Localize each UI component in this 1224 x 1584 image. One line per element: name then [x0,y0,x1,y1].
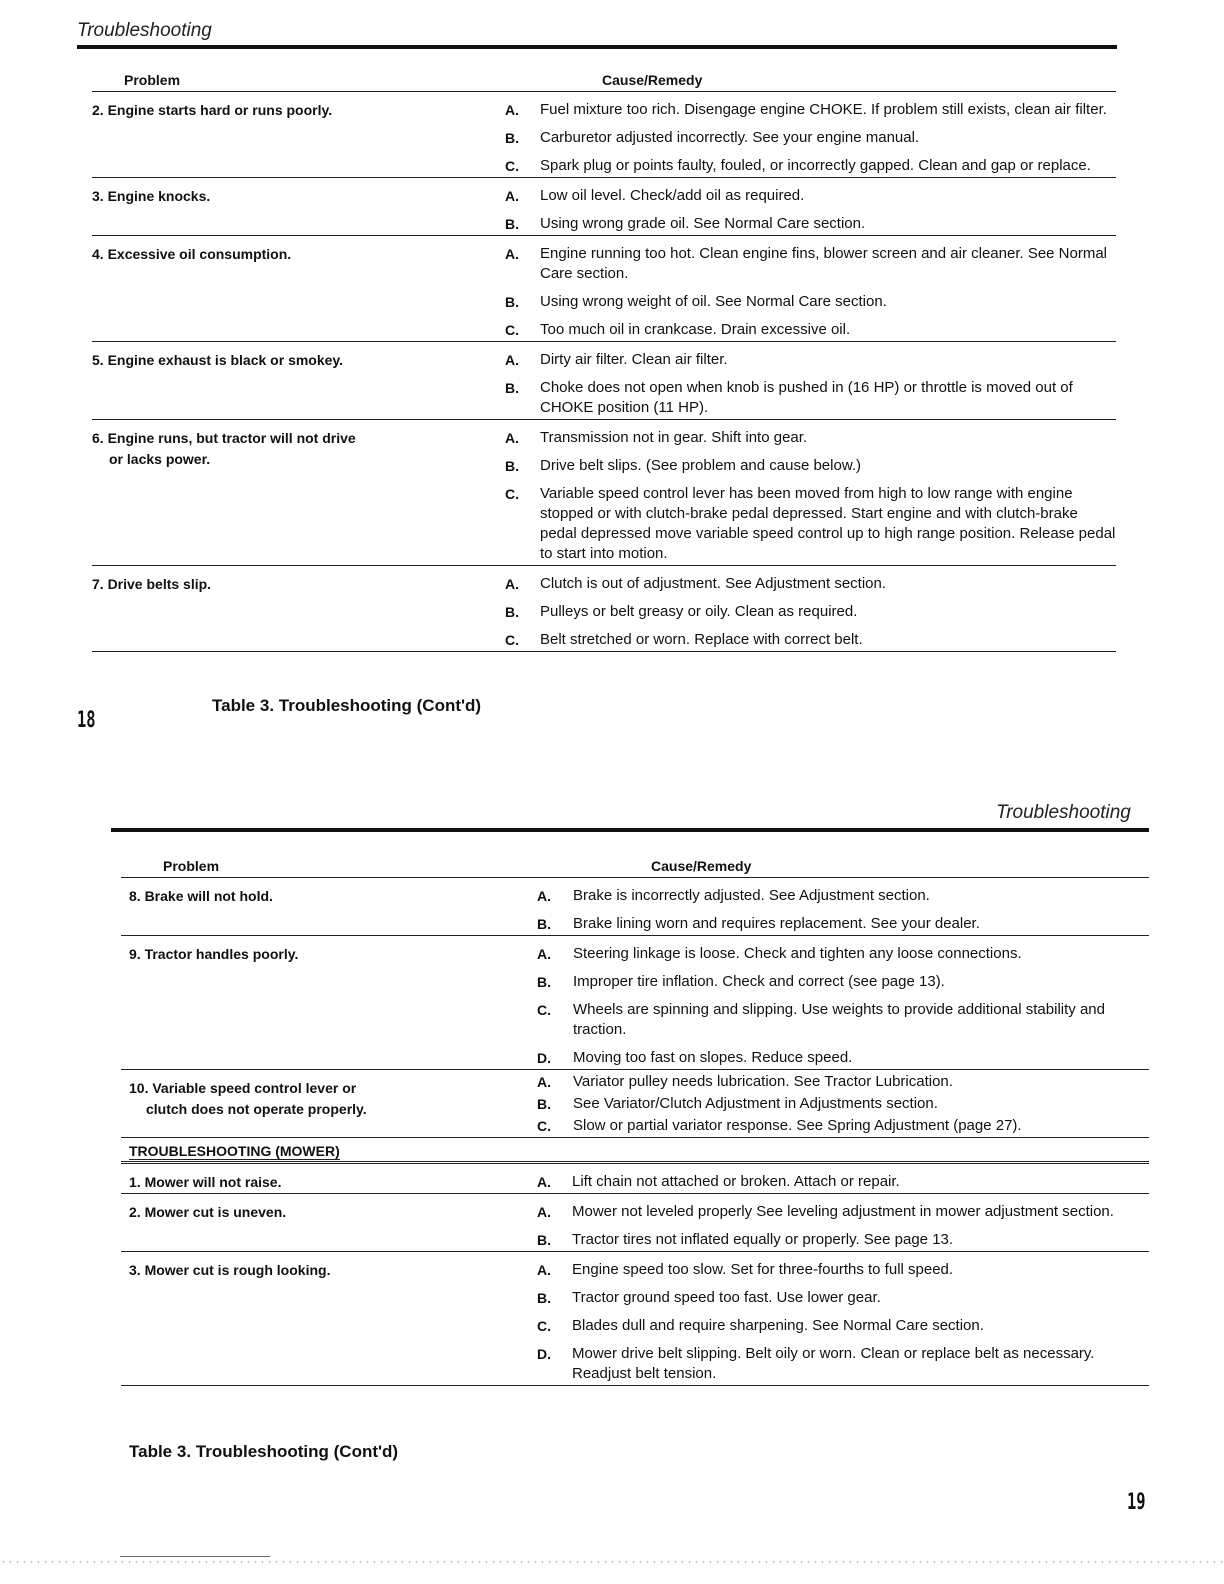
cause-item [121,878,1149,906]
cause-text: Slow or partial variator response. See Spring Adjustment (page 27). [573,1117,1022,1134]
cause-item [92,236,1116,284]
cause-letter: A. [537,1174,551,1190]
page19-troubleshooting-table [121,856,1149,1386]
header-cause-remedy: Cause/Remedy [602,72,703,88]
header-problem: Problem [124,72,181,88]
problem-text: 10. Variable speed control lever or [129,1080,357,1096]
page19-page-number: 19 [1127,1490,1146,1515]
problem-row [121,1194,1149,1252]
cause-text: Engine running too hot. Clean engine fins, blower screen and air cleaner. See Normal Care section. [540,245,1108,282]
cause-letter: B. [505,216,519,232]
mower-section-title: TROUBLESHOOTING (MOWER) [129,1143,340,1159]
cause-text: Variable speed control lever has been moved from high to low range with engine stopped or with clutch-brake pedal depressed. Start engine and with clutch-brake pedal depressed move variable speed control up to high range position. Release pedal to start into motion. [540,485,1116,562]
cause-item [121,1252,1149,1280]
cause-item [121,936,1149,964]
cause-letter: C. [537,1118,551,1134]
page19-top-rule [111,828,1149,832]
cause-text: Carburetor adjusted incorrectly. See your engine manual. [540,129,920,146]
problem-row [121,1252,1149,1386]
cause-letter: A. [505,352,519,368]
cause-letter: C. [505,158,519,174]
cause-letter: B. [505,294,519,310]
cause-item [92,206,1116,234]
cause-text: Choke does not open when knob is pushed in (16 HP) or throttle is moved out of CHOKE position (11 HP). [540,379,1073,416]
mower-section-header [121,1138,1149,1164]
cause-text: Fuel mixture too rich. Disengage engine CHOKE. If problem still exists, clean air filter. [540,101,1107,118]
problem-row [92,566,1116,652]
problem-row [92,92,1116,178]
cause-text: Brake lining worn and requires replacement. See your dealer. [573,915,980,932]
cause-item [92,178,1116,206]
problem-text: 7. Drive belts slip. [92,576,212,592]
cause-item [92,420,1116,448]
cause-letter: A. [505,188,519,204]
cause-letter: B. [537,916,551,932]
cause-item [121,964,1149,992]
cause-letter: A. [537,1074,551,1090]
problem-text: 6. Engine runs, but tractor will not drive [92,430,356,446]
table-body [92,92,1116,652]
cause-item [92,622,1116,650]
cause-item [121,1114,1149,1136]
problem-row [121,936,1149,1070]
cause-text: Mower not leveled properly See leveling adjustment in mower adjustment section. [572,1203,1114,1220]
cause-text: Drive belt slips. (See problem and cause below.) [540,457,861,474]
cause-text: Using wrong weight of oil. See Normal Care section. [540,293,887,310]
cause-text: Tractor tires not inflated equally or properly. See page 13. [572,1231,954,1248]
cause-text: Using wrong grade oil. See Normal Care section. [540,215,866,232]
problem-row [92,342,1116,420]
cause-item [92,370,1116,418]
cause-item [121,992,1149,1040]
cause-text: Tractor ground speed too fast. Use lower gear. [572,1289,881,1306]
cause-item [121,1194,1149,1222]
cause-item [121,1164,1149,1192]
page19-section-title: Troubleshooting [996,802,1131,823]
cause-text: Variator pulley needs lubrication. See Tractor Lubrication. [573,1073,953,1090]
cause-text: Brake is incorrectly adjusted. See Adjustment section. [573,887,930,904]
problem-row [121,1164,1149,1194]
header-cause-remedy: Cause/Remedy [651,858,752,874]
problem-row [121,1070,1149,1138]
cause-item [92,342,1116,370]
cause-letter: B. [537,974,551,990]
cause-item [92,566,1116,594]
cause-letter: A. [537,888,551,904]
cause-item [121,1092,1149,1114]
cause-item [121,1222,1149,1250]
problem-row [92,420,1116,566]
problem-text: 2. Engine starts hard or runs poorly. [92,102,333,118]
problem-row [92,236,1116,342]
page18-top-rule [77,45,1117,49]
problem-text: 2. Mower cut is uneven. [129,1204,287,1220]
problem-text: or lacks power. [109,451,211,467]
problem-text: 3. Engine knocks. [92,188,211,204]
page18-section-title: Troubleshooting [77,20,212,41]
scan-artifact-line [120,1556,270,1557]
problem-text: 4. Excessive oil consumption. [92,246,292,262]
cause-text: Blades dull and require sharpening. See Normal Care section. [572,1317,984,1334]
cause-item [121,1308,1149,1336]
cause-text: Lift chain not attached or broken. Attach or repair. [572,1173,900,1190]
cause-item [92,448,1116,476]
table-body [121,878,1149,1138]
cause-text: Belt stretched or worn. Replace with correct belt. [540,631,863,648]
cause-text: Steering linkage is loose. Check and tighten any loose connections. [573,945,1022,962]
problem-text: 3. Mower cut is rough looking. [129,1262,331,1278]
cause-item [92,312,1116,340]
cause-text: Improper tire inflation. Check and correct (see page 13). [573,973,945,990]
cause-text: Pulleys or belt greasy or oily. Clean as required. [540,603,858,620]
cause-letter: B. [537,1096,551,1112]
problem-text: 1. Mower will not raise. [129,1174,282,1190]
table-header [121,856,1149,878]
cause-item [92,120,1116,148]
problem-text: 5. Engine exhaust is black or smokey. [92,352,344,368]
cause-letter: B. [505,458,519,474]
cause-text: Spark plug or points faulty, fouled, or incorrectly gapped. Clean and gap or replace. [540,157,1091,174]
header-problem: Problem [163,858,220,874]
table-header [92,70,1116,92]
cause-item [92,284,1116,312]
cause-item [121,1280,1149,1308]
mower-table-body [121,1164,1149,1386]
cause-letter: A. [537,1262,551,1278]
problem-text: clutch does not operate properly. [146,1101,367,1117]
cause-item [121,906,1149,934]
cause-item [121,1040,1149,1068]
cause-text: Mower drive belt slipping. Belt oily or worn. Clean or replace belt as necessary. Readjust belt tension. [572,1345,1095,1382]
cause-item [121,1070,1149,1092]
cause-item [92,148,1116,176]
cause-text: Dirty air filter. Clean air filter. [540,351,728,368]
cause-text: Wheels are spinning and slipping. Use weights to provide additional stability and traction. [573,1001,1105,1038]
cause-letter: D. [537,1346,551,1362]
page18-troubleshooting-table [92,70,1116,652]
problem-row [92,178,1116,236]
cause-text: See Variator/Clutch Adjustment in Adjustments section. [573,1095,938,1112]
cause-letter: C. [505,486,519,502]
cause-letter: B. [505,604,519,620]
cause-letter: B. [505,380,519,396]
cause-letter: A. [537,1204,551,1220]
cause-letter: A. [505,102,519,118]
cause-text: Low oil level. Check/add oil as required. [540,187,805,204]
cause-text: Clutch is out of adjustment. See Adjustment section. [540,575,887,592]
scan-artifact-dots [0,1560,1224,1564]
cause-text: Transmission not in gear. Shift into gear. [540,429,808,446]
cause-letter: A. [505,246,519,262]
problem-row [121,878,1149,936]
cause-letter: B. [505,130,519,146]
cause-letter: A. [505,576,519,592]
cause-letter: C. [537,1002,551,1018]
cause-item [92,476,1116,564]
cause-letter: B. [537,1290,551,1306]
cause-letter: A. [537,946,551,962]
cause-item [121,1336,1149,1384]
cause-text: Engine speed too slow. Set for three-fourths to full speed. [572,1261,954,1278]
page18-table-caption: Table 3. Troubleshooting (Cont'd) [212,696,482,715]
problem-text: 8. Brake will not hold. [129,888,273,904]
cause-letter: B. [537,1232,551,1248]
page18-page-number: 18 [77,708,96,733]
cause-letter: C. [505,322,519,338]
cause-text: Too much oil in crankcase. Drain excessive oil. [540,321,851,338]
cause-text: Moving too fast on slopes. Reduce speed. [573,1049,853,1066]
cause-item [92,92,1116,120]
cause-letter: C. [505,632,519,648]
cause-item [92,594,1116,622]
problem-text: 9. Tractor handles poorly. [129,946,299,962]
cause-letter: D. [537,1050,551,1066]
cause-letter: A. [505,430,519,446]
cause-letter: C. [537,1318,551,1334]
page19-table-caption: Table 3. Troubleshooting (Cont'd) [129,1442,399,1461]
